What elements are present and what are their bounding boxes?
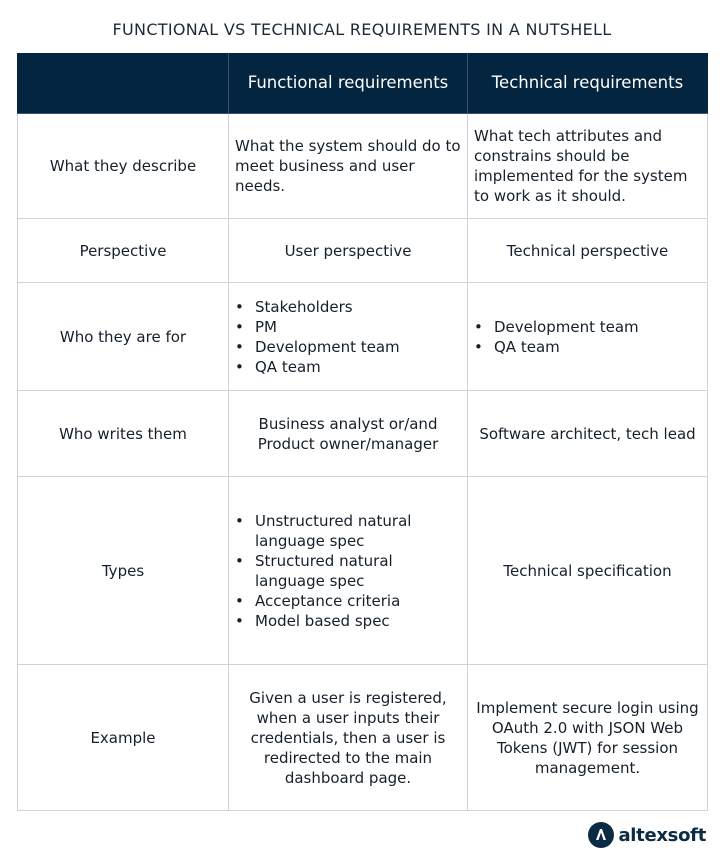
row-label: Types [18, 477, 229, 665]
row-label: Who they are for [18, 283, 229, 391]
technical-cell: Technical specification [468, 477, 708, 665]
functional-audience-list [235, 297, 461, 377]
functional-cell: Given a user is registered, when a user inputs their credentials, then a user is redirected to the main dashboard page. [229, 665, 468, 811]
table-row-who-writes-them [18, 391, 708, 477]
functional-cell [229, 283, 468, 391]
page-title: FUNCTIONAL VS TECHNICAL REQUIREMENTS IN A NUTSHELL [112, 20, 612, 39]
row-label: Example [18, 665, 229, 811]
list-item: • Acceptance criteria [235, 591, 461, 611]
functional-cell: User perspective [229, 219, 468, 283]
list-item: • QA team [474, 337, 701, 357]
table-header-row [18, 53, 708, 114]
header-technical: Technical requirements [468, 53, 708, 114]
altexsoft-logo-icon [588, 822, 614, 848]
header-functional: Functional requirements [229, 53, 468, 114]
logo-text: altexsoft [618, 824, 706, 846]
row-label: What they describe [18, 114, 229, 219]
brand-logo [588, 822, 706, 848]
functional-cell: What the system should do to meet business and user needs. [229, 114, 468, 219]
row-label: Perspective [18, 219, 229, 283]
list-item: • Structured natural language spec [235, 551, 461, 591]
list-item: • Model based spec [235, 611, 461, 631]
list-item: • Development team [474, 317, 701, 337]
list-item: • Development team [235, 337, 461, 357]
list-item: • QA team [235, 357, 461, 377]
table-row-perspective [18, 219, 708, 283]
technical-cell: Technical perspective [468, 219, 708, 283]
list-item: • Unstructured natural language spec [235, 511, 461, 551]
table-row-types [18, 477, 708, 665]
technical-cell [468, 283, 708, 391]
technical-cell: Implement secure login using OAuth 2.0 with JSON Web Tokens (JWT) for session management. [468, 665, 708, 811]
header-empty-cell [18, 53, 229, 114]
table-row-what-they-describe [18, 114, 708, 219]
table-row-example [18, 665, 708, 811]
requirements-table [17, 53, 708, 811]
list-item: • Stakeholders [235, 297, 461, 317]
technical-cell: What tech attributes and constrains should be implemented for the system to work as it should. [468, 114, 708, 219]
functional-types-list [235, 511, 461, 631]
functional-cell [229, 477, 468, 665]
list-item: • PM [235, 317, 461, 337]
table-row-who-they-are-for [18, 283, 708, 391]
technical-cell: Software architect, tech lead [468, 391, 708, 477]
row-label: Who writes them [18, 391, 229, 477]
technical-audience-list [474, 317, 701, 357]
functional-cell: Business analyst or/and Product owner/manager [229, 391, 468, 477]
